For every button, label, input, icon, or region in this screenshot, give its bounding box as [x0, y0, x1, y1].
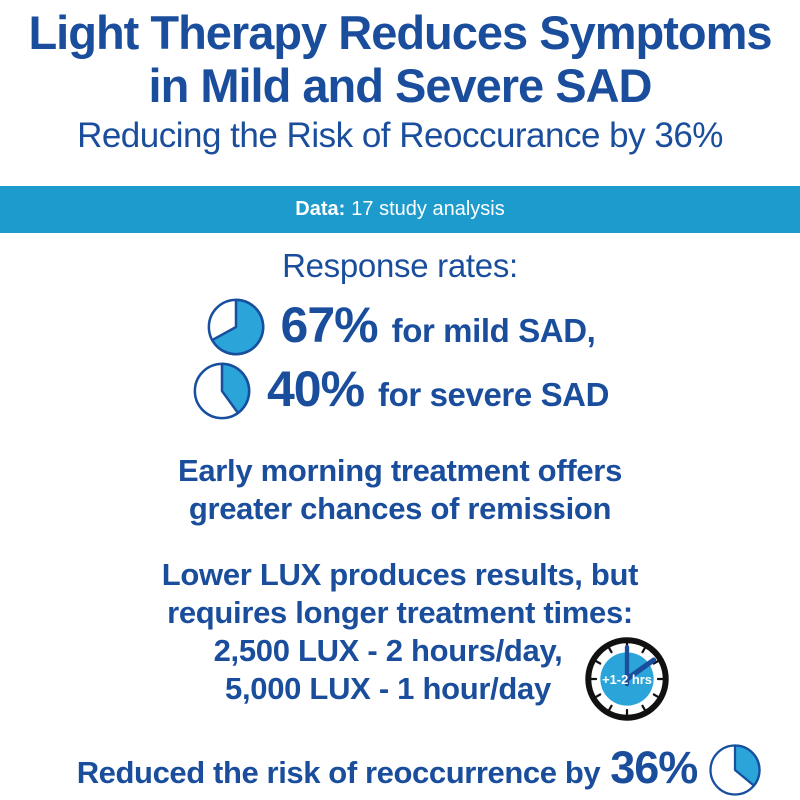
pie-chart-67-icon	[205, 296, 267, 358]
footer-claim	[40, 742, 800, 798]
pie-chart-40-icon	[191, 360, 253, 422]
lux-5000-line: 5,000 LUX - 1 hour/day	[225, 671, 551, 706]
lux-2500-line: 2,500 LUX - 2 hours/day,	[213, 633, 563, 668]
response-label-severe: for severe SAD	[378, 376, 610, 413]
response-rates-heading: Response rates:	[282, 247, 518, 284]
page-title	[0, 6, 800, 112]
response-value-severe: 40%	[266, 361, 365, 417]
clock-icon	[584, 636, 670, 722]
title-line-1: Light Therapy Reduces Symptoms	[28, 6, 772, 59]
title-line-2: in Mild and Severe SAD	[148, 59, 652, 112]
lux-line-2: requires longer treatment times:	[167, 595, 633, 630]
remission-line-2: greater chances of remission	[188, 491, 612, 526]
response-row-mild	[0, 296, 800, 358]
svg-text:+1-2 hrs: +1-2 hrs	[602, 672, 652, 688]
footer-text: Reduced the risk of reoccurrence by	[76, 755, 601, 790]
response-label-mild: for mild SAD,	[391, 312, 596, 349]
pie-chart-36-icon	[707, 742, 763, 798]
data-banner-label: Data:	[295, 198, 346, 220]
data-banner	[0, 186, 800, 233]
data-banner-text: 17 study analysis	[351, 198, 505, 220]
response-value-mild: 67%	[280, 297, 378, 353]
lux-paragraph	[0, 556, 800, 708]
lux-line-1: Lower LUX produces results, but	[161, 557, 639, 592]
response-row-severe	[0, 360, 800, 422]
remission-line-1: Early morning treatment offers	[177, 453, 623, 488]
footer-value: 36%	[610, 742, 698, 793]
subtitle: Reducing the Risk of Reoccurance by 36%	[77, 116, 723, 155]
remission-paragraph	[0, 452, 800, 528]
